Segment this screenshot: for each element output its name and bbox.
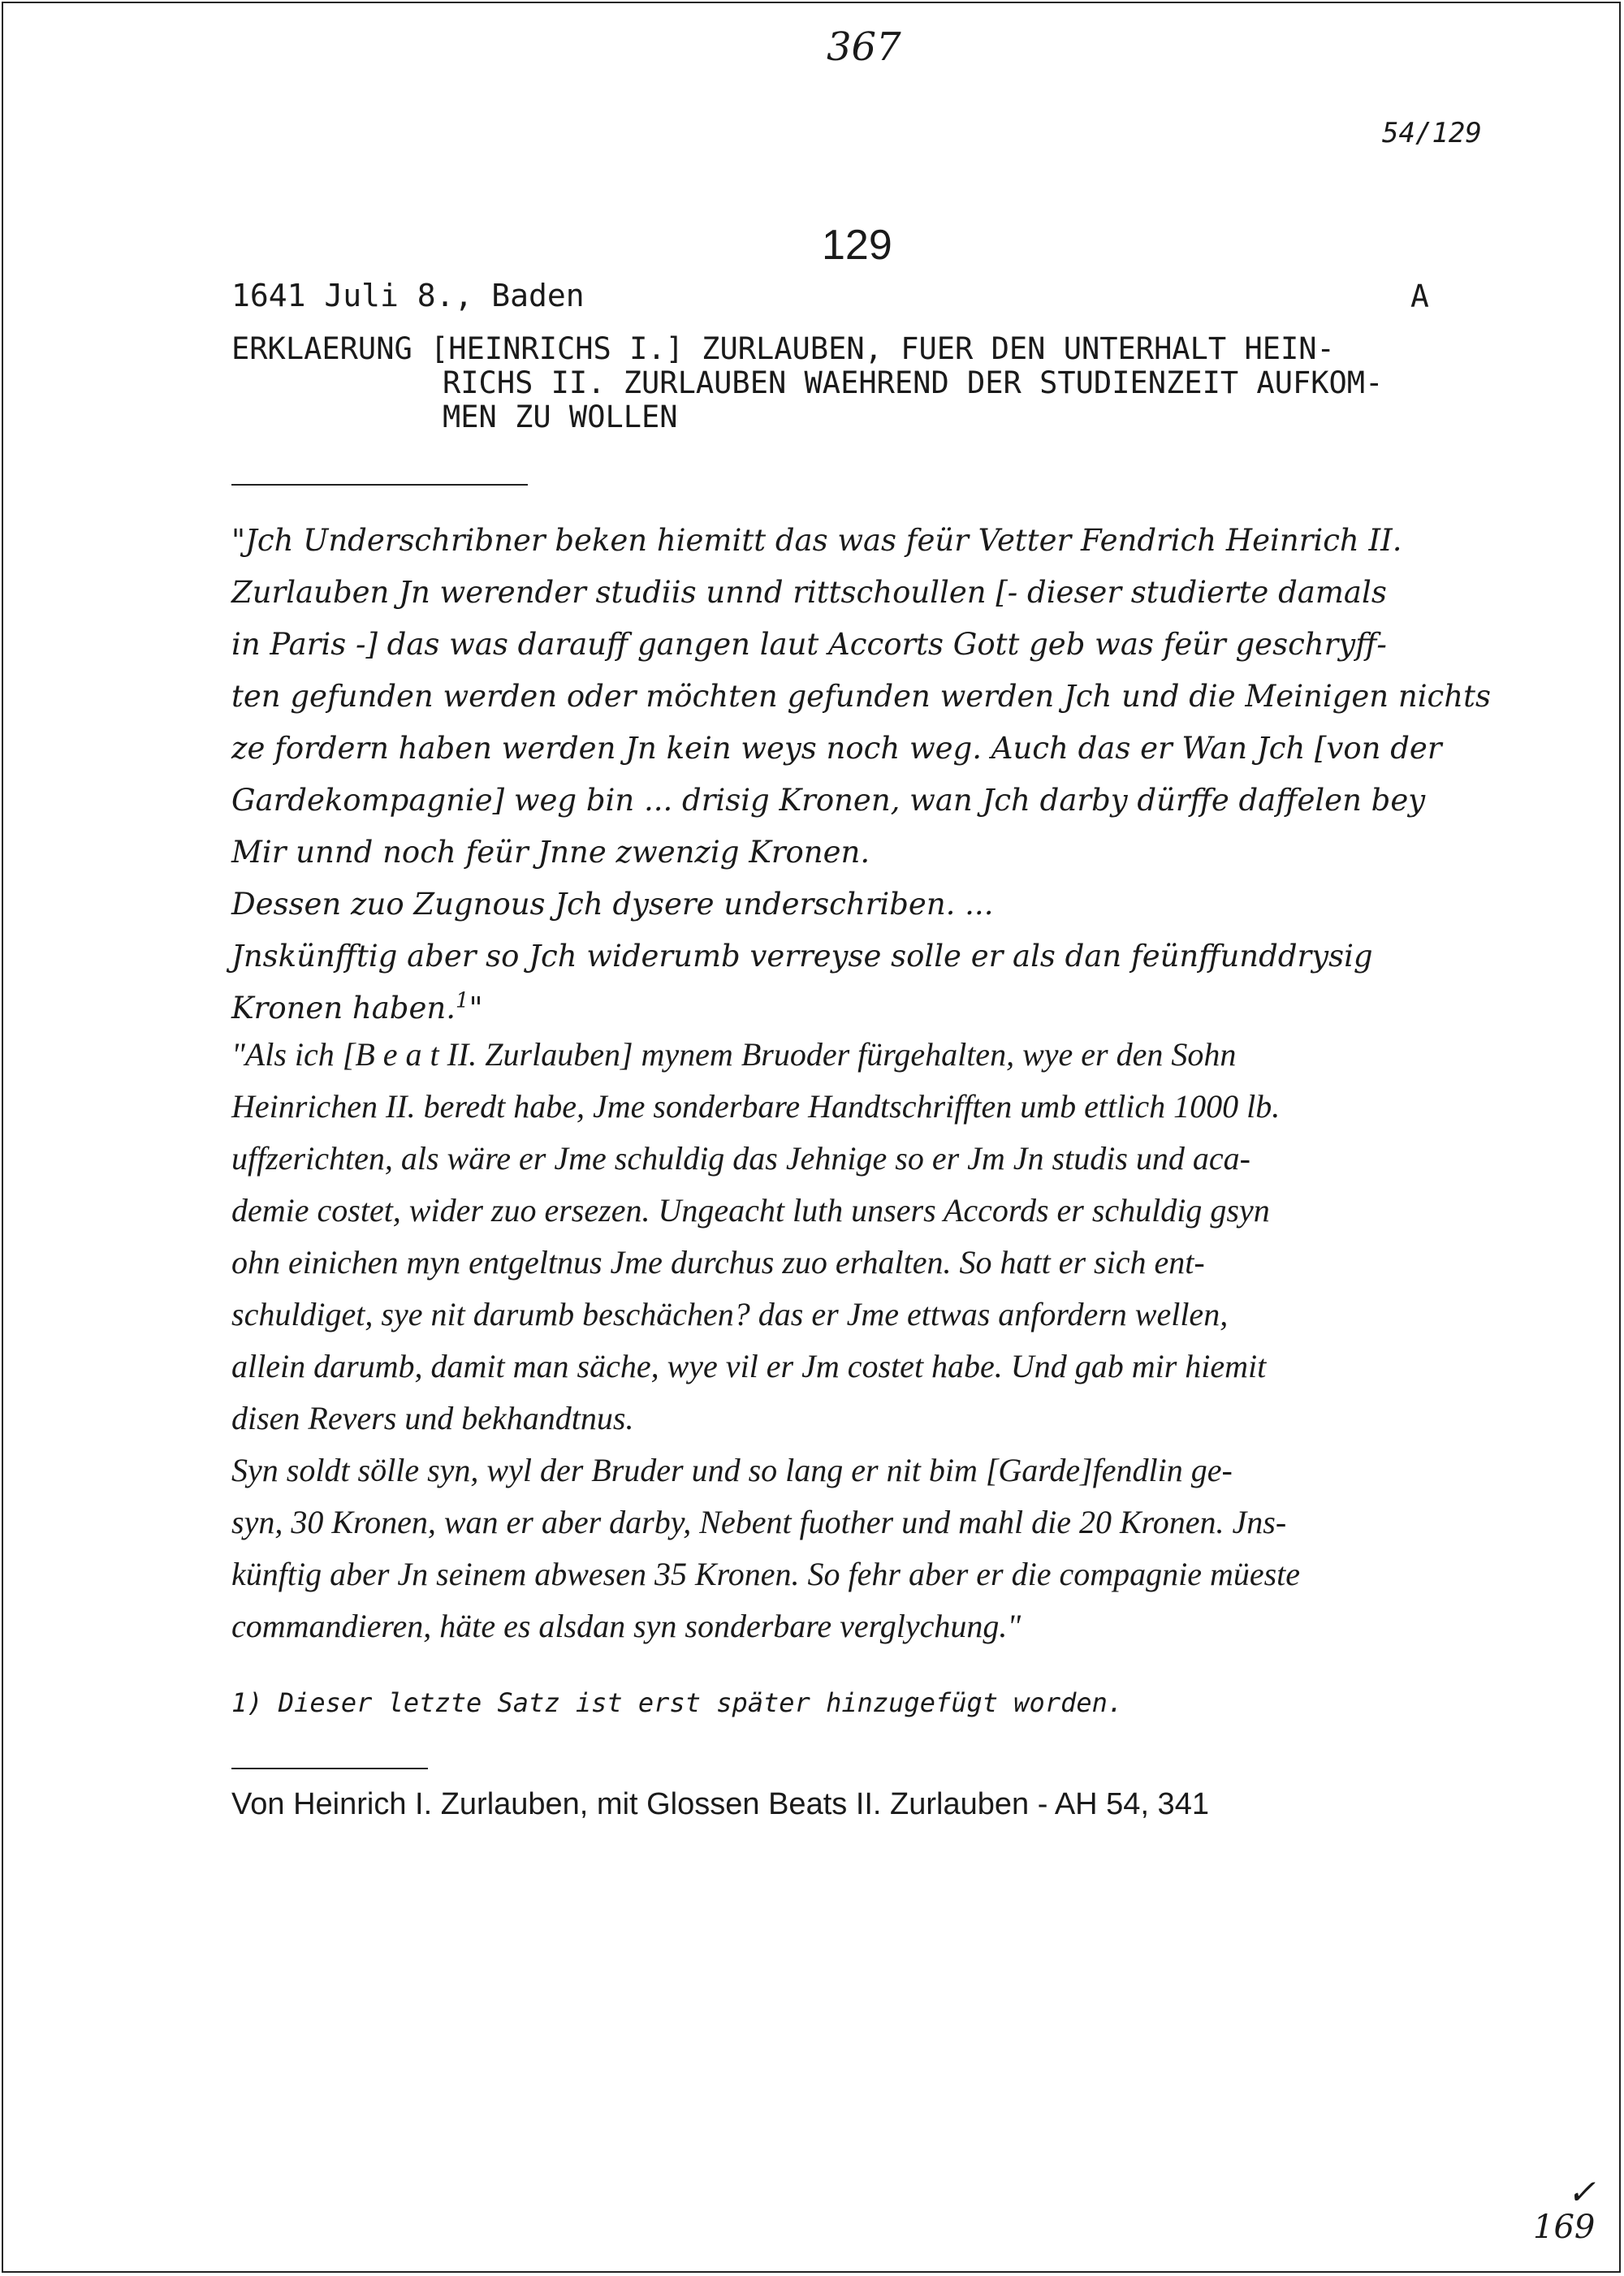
source-citation: Von Heinrich I. Zurlauben, mit Glossen Beats II. Zurlauben - AH 54, 341: [231, 1787, 1209, 1821]
text-line: künftig aber Jn seinem abwesen 35 Kronen. So fehr aber er die compagnie müeste: [231, 1556, 1301, 1592]
text-line: commandieren, häte es alsdan syn sonderbare verglychung.": [231, 1608, 1021, 1644]
transcription-beat-gloss: [231, 1029, 1531, 1652]
text-line: syn, 30 Kronen, wan er aber darby, Nebent fuother und mahl die 20 Kronen. Jns-: [231, 1504, 1287, 1540]
text-line: "Jch Underschribner beken hiemitt das was feür Vetter Fendrich Heinrich II.: [231, 523, 1402, 558]
text-line: Gardekompagnie] weg bin ... drisig Kronen, wan Jch darby dürffe daffelen bey: [231, 783, 1426, 818]
text-line: Jnskünfftig aber so Jch widerumb verreyse solle er als dan feünffunddrysig: [231, 939, 1373, 974]
footnote-marker: 1: [455, 988, 469, 1013]
text-line: [231, 983, 1531, 1034]
transcription-heinrich: [231, 515, 1531, 1034]
date-place: 1641 Juli 8., Baden: [231, 278, 585, 313]
text-line: Syn soldt sölle syn, wyl der Bruder und so lang er nit bim [Garde]fendlin ge-: [231, 1452, 1233, 1488]
text-line: ten gefunden werden oder möchten gefunden werden Jch und die Meinigen nichts: [231, 679, 1491, 714]
text-line: ohn einichen myn entgeltnus Jme durchus zuo erhalten. So hatt er sich ent-: [231, 1244, 1205, 1281]
text-line: allein darumb, damit man säche, wye vil er Jm costet habe. Und gab mir hiemit: [231, 1348, 1267, 1384]
archive-page-mark: 169: [1533, 2209, 1596, 2246]
tradition-type: A: [1410, 279, 1429, 314]
document-title-line: ERKLAERUNG [HEINRICHS I.] ZURLAUBEN, FUER DEN UNTERHALT HEIN-: [231, 331, 1335, 366]
text-line: "Als ich [B e a t II. Zurlauben] mynem Bruoder fürgehalten, wye er den Sohn: [231, 1036, 1237, 1073]
text-line: in Paris -] das was darauff gangen laut Accorts Gott geb was feür geschryff-: [231, 627, 1387, 662]
folio-number: 367: [827, 24, 901, 70]
footnote: 1) Dieser letzte Satz ist erst später hinzugefügt worden.: [231, 1687, 1124, 1718]
text-line: Heinrichen II. beredt habe, Jme sonderbare Handtschrifften umb ettlich 1000 lb.: [231, 1088, 1281, 1125]
closing-quote: ": [469, 991, 483, 1026]
text-line: schuldiget, sye nit darumb beschächen? das er Jme ettwas anfordern wellen,: [231, 1296, 1229, 1332]
text-fragment: Kronen haben.: [231, 991, 456, 1026]
text-line: Mir unnd noch feür Jnne zwenzig Kronen.: [231, 835, 870, 870]
text-line: Dessen zuo Zugnous Jch dysere underschriben. ...: [231, 887, 994, 922]
document-number: 129: [822, 222, 892, 269]
source-divider: [231, 1768, 428, 1769]
document-title-line: RICHS II. ZURLAUBEN WAEHREND DER STUDIENZEIT AUFKOM-: [443, 365, 1384, 400]
text-line: demie costet, wider zuo ersezen. Ungeacht luth unsers Accords er schuldig gsyn: [231, 1192, 1270, 1229]
text-line: Zurlauben Jn werender studiis unnd rittschoullen [- dieser studierte damals: [231, 575, 1387, 610]
text-line: ze fordern haben werden Jn kein weys noch weg. Auch das er Wan Jch [von der: [231, 731, 1442, 766]
check-mark-icon: ✓: [1567, 2172, 1596, 2212]
reference-number: 54/129: [1382, 117, 1482, 149]
text-line: disen Revers und bekhandtnus.: [231, 1400, 634, 1436]
text-line: uffzerichten, als wäre er Jme schuldig das Jehnige so er Jm Jn studis und aca-: [231, 1140, 1250, 1177]
document-title-line: MEN ZU WOLLEN: [443, 399, 678, 434]
section-divider: [231, 484, 528, 486]
